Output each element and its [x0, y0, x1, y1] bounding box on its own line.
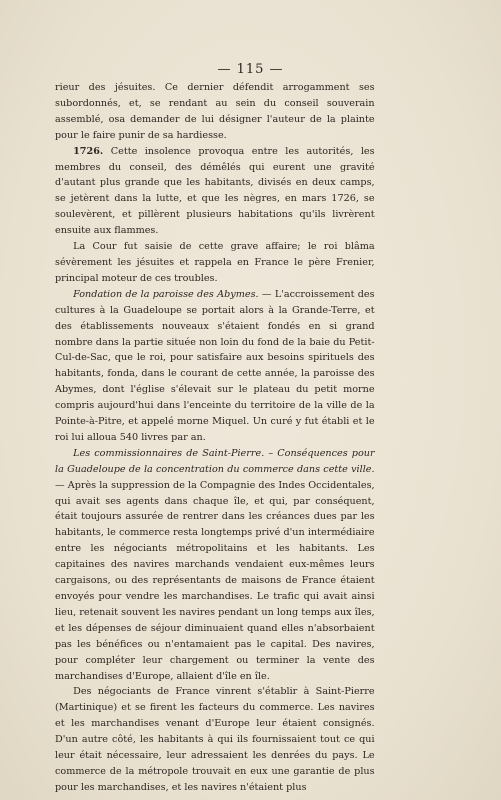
paragraph-text: rieur des jésuites. Ce dernier défendit arrogamment ses subordonnés, et, se rendant au sein du conseil souverain assemblé, osa demander de lui désigner l'auteur de la plainte pour le faire punir de sa hardiesse.	[55, 82, 375, 141]
paragraph-cour	[55, 239, 375, 287]
paragraph-text: — L'accroissement des cultures à la Guadeloupe se portait alors à la Grande-Terre, et des établissements nouveaux s'étaient fondés en si grand nombre dans la partie située non loin du fond de la baie du Petit-Cul-de-Sac, que le roi, pour satisfaire aux besoins spirituels des habitants, fonda, dans le courant de cette année, la paroisse des Abymes, dont l'église s'élevait sur le plateau du petit morne compris aujourd'hui dans l'enceinte du territoire de la ville de la Pointe-à-Pitre, et appelé morne Miquel. Un curé y fut établi et le roi lui alloua 540 livres par an.	[55, 288, 375, 443]
paragraph-abymes	[55, 287, 375, 446]
paragraph-text: — Après la suppression de la Compagnie des Indes Occidentales, qui avait ses agents dans chaque île, et qui, par conséquent, était toujours assurée de rentrer dans les créances dues par les habitants, le commerce resta longtemps privé d'un intermédiaire entre les négociants métropolitains et les habitants. Les capitaines des navires marchands vendaient eux-mêmes leurs cargaisons, ou des représentants de maisons de France étaient envoyés pour vendre les marchandises. Le trafic qui avait ainsi lieu, retenait souvent les navires pendant un long temps aux îles, et les dépenses de séjour diminuaient quand elles n'absorbaient pas les bénéfices ou n'entamaient pas le capital. Des navires, pour compléter leur chargement ou terminer la vente des marchandises d'Europe, allaient d'île en île.	[55, 479, 375, 682]
section-heading: Fondation de la paroisse des Abymes.	[73, 288, 259, 300]
page-body	[55, 80, 375, 796]
paragraph-text: La Cour fut saisie de cette grave affaire; le roi blâma sévèrement les jésuites et rappela en France le père Frenier, principal moteur de ces troubles.	[55, 241, 375, 284]
page-number: — 115 —	[217, 62, 284, 77]
paragraph-text: Des négociants de France vinrent s'établir à Saint-Pierre (Martinique) et se firent les facteurs du commerce. Les navires et les marchandises venant d'Europe leur étaient consignés. D'un autre côté, les habitants à qui ils fournissaient tout ce qui leur était nécessaire, leur adressaient les denrées du pays. Le commerce de la métropole trouvait en eux une garantie de plus pour les marchandises, et les navires n'étaient plus	[55, 686, 375, 793]
section-heading: Les commissionnaires de Saint-Pierre. – Conséquences pour la Guadeloupe de la concentration du commerce dans cette ville.	[55, 447, 375, 475]
year-heading: 1726.	[73, 145, 104, 157]
paragraph-1726	[55, 144, 375, 239]
paragraph-negociants	[55, 684, 375, 795]
paragraph-continuation	[55, 80, 375, 144]
paragraph-text: Cette insolence provoqua entre les autorités, les membres du conseil, des démêlés qui eurent une gravité d'autant plus grande que les habitants, divisés en deux camps, se jetèrent dans la lutte, et que les nègres, en mars 1726, se soulevèrent, et pillèrent plusieurs habitations qu'ils livrèrent ensuite aux flammes.	[55, 145, 375, 237]
paragraph-commissionnaires	[55, 446, 375, 685]
